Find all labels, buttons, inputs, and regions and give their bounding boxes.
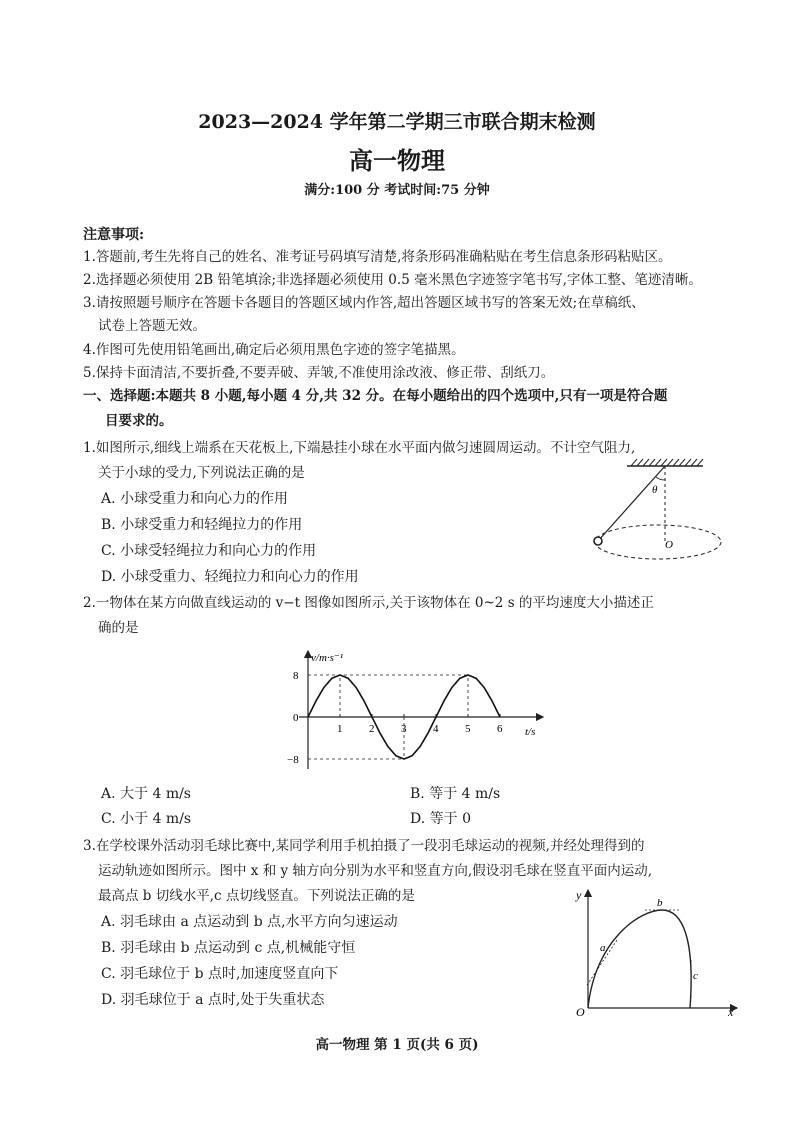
point-c-label: c xyxy=(693,970,698,982)
question-3-option-a: A. 羽毛球由 a 点运动到 b 点,水平方向匀速运动 xyxy=(101,914,398,930)
question-1-option-a: A. 小球受重力和向心力的作用 xyxy=(101,491,289,507)
x-tick-label: 3 xyxy=(401,723,407,735)
point-a-label: a xyxy=(600,942,606,954)
x-tick-label: 5 xyxy=(465,723,471,735)
section-heading-cont: 目要求的。 xyxy=(105,413,173,429)
x-tick-label: 2 xyxy=(369,723,375,735)
page-footer: 高一物理 第 1 页(共 6 页) xyxy=(315,1037,479,1053)
pendulum-figure xyxy=(585,458,735,568)
note-item: 1.答题前,考生先将自己的姓名、准考证号码填写清楚,将条形码准确粘贴在考生信息条形码粘贴区。 xyxy=(83,249,672,265)
notes-heading: 注意事项: xyxy=(83,227,145,243)
y-tick-label: −8 xyxy=(287,754,299,766)
x-axis-label: x xyxy=(728,1005,734,1019)
question-2-option-a: A. 大于 4 m/s xyxy=(101,786,191,802)
note-item: 2.选择题必须使用 2B 铅笔填涂;非选择题必须使用 0.5 毫米黑色字迹签字笔书写,字体工整、笔迹清晰。 xyxy=(83,272,702,288)
question-1-stem: 1.如图所示,细线上端系在天花板上,下端悬挂小球在水平面内做匀速圆周运动。不计空气阻力, xyxy=(83,440,636,456)
question-3-stem-cont: 运动轨迹如图所示。图中 x 和 y 轴方向分别为水平和竖直方向,假设羽毛球在竖直平面内运动, xyxy=(98,863,652,879)
center-label: O xyxy=(665,539,673,551)
question-1-option-d: D. 小球受重力、轻绳拉力和向心力的作用 xyxy=(101,569,359,585)
note-item: 3.请按照题号顺序在答题卡各题目的答题区域内作答,超出答题区域书写的答案无效;在草稿纸、 xyxy=(83,295,645,311)
question-1-stem-cont: 关于小球的受力,下列说法正确的是 xyxy=(98,465,305,481)
question-3-stem: 3.在学校课外活动羽毛球比赛中,某同学利用手机拍摄了一段羽毛球运动的视频,并经处理得到的 xyxy=(83,838,645,854)
exam-title: 2023—2024 学年第二学期三市联合期末检测 xyxy=(198,111,596,133)
note-item: 4.作图可先使用铅笔画出,确定后必须用黑色字迹的签字笔描黑。 xyxy=(83,342,465,358)
origin-label: O xyxy=(576,1005,585,1019)
section-heading: 一、选择题:本题共 8 小题,每小题 4 分,共 32 分。在每小题给出的四个选项中,只有一项是符合题 xyxy=(83,388,668,404)
question-2-option-d: D. 等于 0 xyxy=(410,811,471,827)
question-1-option-c: C. 小球受轻绳拉力和向心力的作用 xyxy=(101,543,317,559)
subject-title: 高一物理 xyxy=(349,146,445,175)
y-tick-label: 8 xyxy=(293,670,299,682)
question-2-option-c: C. 小于 4 m/s xyxy=(101,811,192,827)
trajectory-curve xyxy=(588,910,691,1008)
y-tick-label: 0 xyxy=(293,712,299,724)
question-2-stem: 2.一物体在某方向做直线运动的 v−t 图像如图所示,关于该物体在 0~2 s 的平均速度大小描述正 xyxy=(83,595,654,611)
question-2-option-b: B. 等于 4 m/s xyxy=(410,786,501,802)
v-t-chart xyxy=(275,645,555,780)
trajectory-figure xyxy=(565,885,745,1020)
question-3-option-b: B. 羽毛球由 b 点运动到 c 点,机械能守恒 xyxy=(101,940,356,956)
angle-label: θ xyxy=(652,484,658,496)
question-3-stem-cont: 最高点 b 切线水平,c 点切线竖直。下列说法正确的是 xyxy=(98,888,415,904)
question-2-stem-cont: 确的是 xyxy=(98,620,139,636)
question-1-option-b: B. 小球受重力和轻绳拉力的作用 xyxy=(101,517,303,533)
y-axis-label: v/m·s⁻¹ xyxy=(311,652,344,664)
question-3-option-d: D. 羽毛球位于 a 点时,处于失重状态 xyxy=(101,992,325,1008)
x-axis-label: t/s xyxy=(525,726,536,738)
note-item: 5.保持卡面清洁,不要折叠,不要弄破、弄皱,不准使用涂改液、修正带、刮纸刀。 xyxy=(83,365,555,381)
exam-meta: 满分:100 分 考试时间:75 分钟 xyxy=(304,183,490,198)
question-3-option-c: C. 羽毛球位于 b 点时,加速度竖直向下 xyxy=(101,966,339,982)
x-tick-label: 1 xyxy=(337,723,343,735)
point-b-label: b xyxy=(657,897,663,909)
x-tick-label: 6 xyxy=(497,723,503,735)
x-tick-label: 4 xyxy=(433,723,439,735)
note-item: 试卷上答题无效。 xyxy=(98,318,206,334)
y-axis-label: y xyxy=(576,888,582,902)
